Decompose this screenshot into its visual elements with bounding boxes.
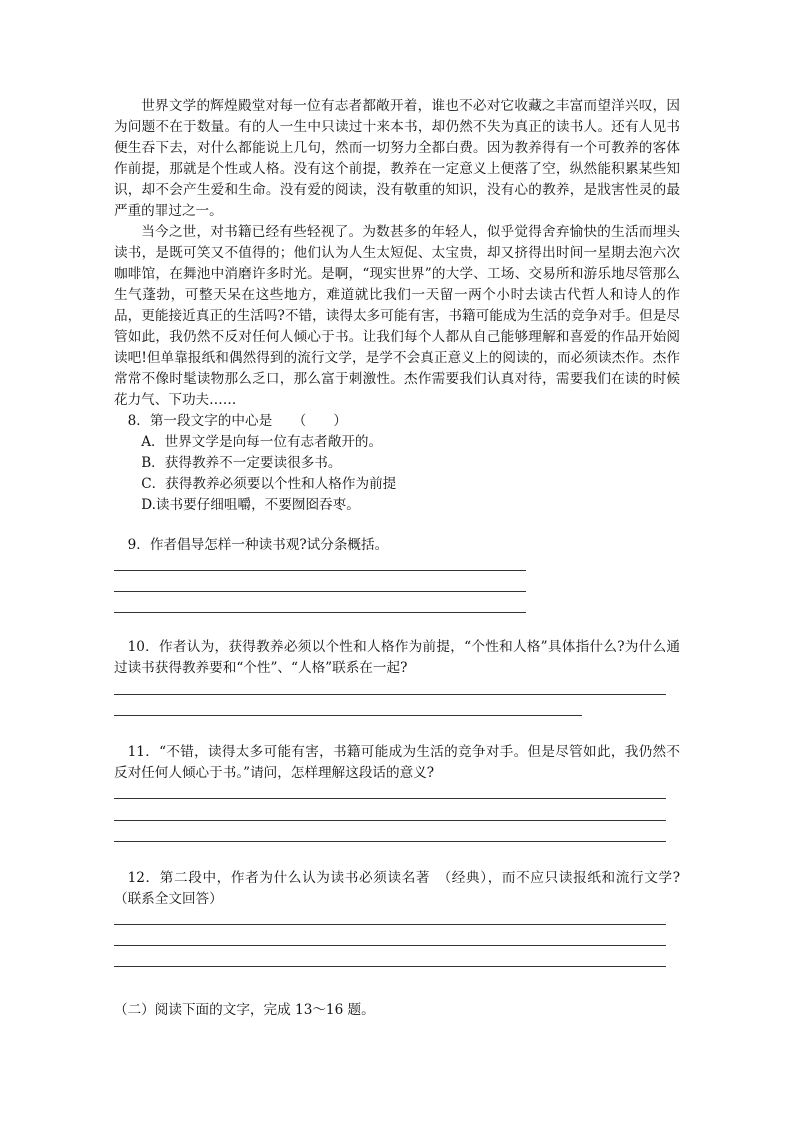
answer-line[interactable] (114, 924, 666, 925)
question-8-option-b: B．获得教养不一定要读很多书。 (141, 455, 342, 471)
answer-line[interactable] (114, 945, 666, 946)
answer-line[interactable] (114, 694, 666, 695)
question-8-stem: 8．第一段文字的中心是 （ ） (127, 413, 347, 429)
question-11 (114, 742, 680, 784)
question-10 (114, 637, 680, 679)
question-8-option-c: C．获得教养必须要以个性和人格作为前提 (141, 476, 397, 492)
reading-passage (114, 96, 680, 516)
section-2-heading: （二）阅读下面的文字，完成 13～16 题。 (114, 1002, 375, 1018)
question-10-stem: 10．作者认为，获得教养必须以个性和人格作为前提，“个性和人格”具体指什么?为什么通过读书获得教养要和“个性”、“人格”联系在一起? (114, 639, 680, 676)
question-8-option-a: A．世界文学是向每一位有志者敞开的。 (141, 434, 383, 450)
question-9 (114, 535, 680, 556)
question-9-stem: 9．作者倡导怎样一种读书观?试分条概括。 (127, 537, 389, 553)
question-11-stem: 11．“不错，读得太多可能有害，书籍可能成为生活的竞争对手。但是尽管如此，我仍然不反对任何人倾心于书。”请问，怎样理解这段话的意义? (114, 744, 680, 781)
answer-line[interactable] (114, 841, 666, 842)
answer-line[interactable] (114, 966, 666, 967)
question-12 (114, 868, 680, 910)
answer-line[interactable] (114, 820, 666, 821)
answer-line[interactable] (114, 570, 526, 571)
question-8-option-d: D.读书要仔细咀嚼，不要囫囵吞枣。 (141, 497, 360, 513)
answer-line[interactable] (114, 591, 526, 592)
answer-line[interactable] (114, 715, 582, 716)
answer-line[interactable] (114, 612, 526, 613)
passage-paragraph-1: 世界文学的辉煌殿堂对每一位有志者都敞开着，谁也不必对它收藏之丰富而望洋兴叹，因为问题不在于数量。有的人一生中只读过十来本书，却仍然不失为真正的读书人。还有人见书便生吞下去，对什么都能说上几句，然而一切努力全都白费。因为教养得有一个可教养的客体作前提，那就是个性或人格。没有这个前提，教养在一定意义上便落了空，纵然能积累某些知识，却不会产生爱和生命。没有爱的阅读，没有敬重的知识，没有心的教养，是戕害性灵的最严重的罪过之一。 (114, 98, 680, 219)
question-8 (114, 411, 680, 516)
answer-line[interactable] (114, 798, 666, 799)
question-12-stem: 12．第二段中，作者为什么认为读书必须读名著 （经典），而不应只读报纸和流行文学?（联系全文回答） (114, 870, 680, 907)
passage-paragraph-2: 当今之世，对书籍已经有些轻视了。为数甚多的年轻人，似乎觉得舍弃愉快的生活而埋头读书，是既可笑又不值得的；他们认为人生太短促、太宝贵，却又挤得出时间一星期去泡六次咖啡馆，在舞池中消磨许多时光。是啊，“现实世界”的大学、工场、交易所和游乐地尽管那么生气蓬勃，可整天呆在这些地方，难道就比我们一天留一两个小时去读古代哲人和诗人的作品，更能接近真正的生活吗?不错，读得太多可能有害，书籍可能成为生活的竞争对手。但是尽管如此，我仍然不反对任何人倾心于书。让我们每个人都从自己能够理解和喜爱的作品开始阅读吧!但单靠报纸和偶然得到的流行文学，是学不会真正意义上的阅读的，而必须读杰作。杰作常常不像时髦读物那么乏口，那么富于刺激性。杰作需要我们认真对待，需要我们在读的时候花力气、下功夫…… (114, 224, 680, 408)
